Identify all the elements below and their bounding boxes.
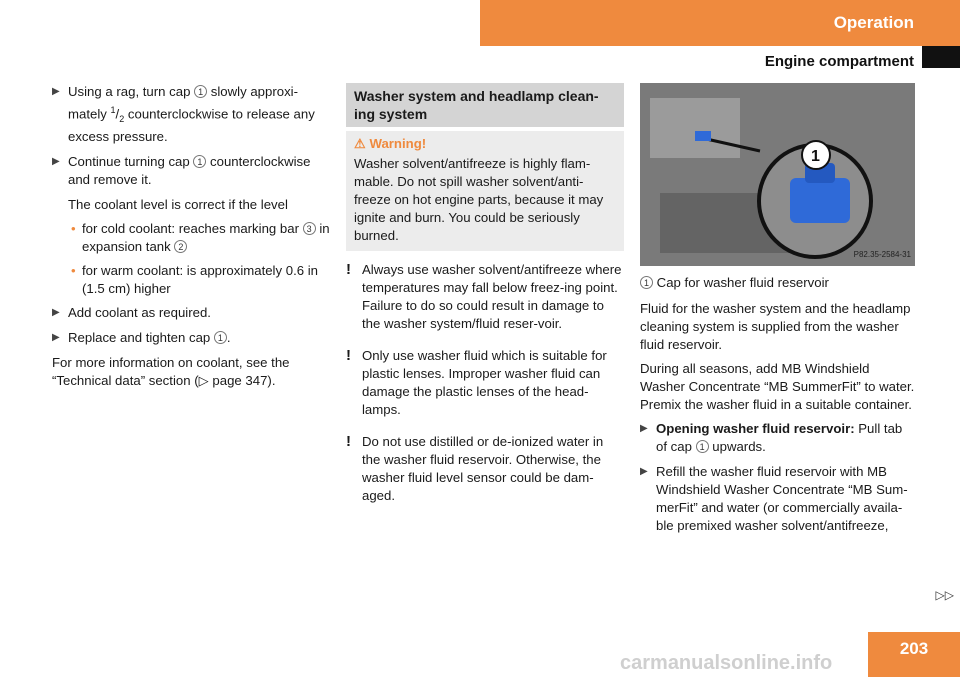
ref-number: 1 — [696, 440, 709, 453]
warning-triangle-icon: ⚠ — [354, 136, 366, 151]
warning-title: ⚠ Warning! — [354, 136, 427, 151]
note-distilled-water: ! Do not use distilled or de-ionized water in the washer fluid reservoir. Otherwise, the washer fluid level sensor could be dam-aged. — [346, 433, 604, 503]
exclamation-icon: ! — [346, 433, 351, 450]
step-refill: ▶ Refill the washer fluid reservoir with MB Windshield Washer Concentrate “MB Sum-merFit” and water (or commercially availa-ble premixed washer solvent/antifreeze, — [640, 464, 908, 533]
photo-code: P82.35-2584-31 — [853, 250, 911, 259]
ref-number: 1 — [214, 331, 227, 344]
subsection-title: Engine compartment — [764, 53, 914, 70]
ref-number: 1 — [193, 155, 206, 168]
step-open-reservoir: ▶ Opening washer fluid reservoir: Pull tab of cap 1 upwards. — [640, 421, 903, 454]
step-remove-cap: ▶ Continue turning cap 1 counterclockwise and remove it. — [52, 154, 311, 188]
column-coolant — [52, 83, 332, 396]
ref-number: 2 — [174, 240, 187, 253]
step-arrow-icon: ▶ — [52, 332, 60, 344]
more-info: For more information on coolant, see the “Technical data” section (▷ page 347). — [52, 355, 290, 389]
para-seasons: During all seasons, add MB Windshield Washer Concentrate “MB SummerFit” to water. Premix the washer fluid in a suitable container. — [640, 361, 915, 412]
step-arrow-icon: ▶ — [640, 423, 648, 434]
step-add-coolant: ▶ Add coolant as required. — [52, 305, 211, 321]
fraction-numerator: 1 — [110, 105, 116, 115]
watermark: carmanualsonline.info — [620, 652, 833, 674]
step-arrow-icon: ▶ — [640, 466, 648, 477]
exclamation-icon: ! — [346, 261, 351, 278]
box-title: Washer system and headlamp clean-ing system — [346, 83, 624, 127]
para-fluid-supply: Fluid for the washer system and the headlamp cleaning system is supplied from the washer fluid reservoir. — [640, 301, 911, 352]
warning-text: Washer solvent/antifreeze is highly flam-mable. Do not spill washer solvent/anti-freeze on hot engine parts, because it may ignite and burn. You could be seriously burned. — [354, 156, 604, 243]
photo-caption: 1 Cap for washer fluid reservoir — [640, 274, 916, 292]
continue-icon: ▷▷ — [935, 588, 954, 602]
engine-photo — [640, 83, 915, 266]
step-arrow-icon: ▶ — [52, 307, 60, 319]
step-replace-cap: ▶ Replace and tighten cap 1 . — [52, 330, 231, 346]
bullet-icon: • — [71, 263, 76, 279]
ref-number: 3 — [303, 222, 316, 235]
bullet-warm: • for warm coolant: is approximately 0.6 in (1.5 cm) higher — [71, 263, 319, 297]
column-washer-safety — [346, 83, 624, 519]
page-ref-icon: ▷ — [198, 373, 209, 389]
page-number: 203 — [868, 632, 960, 677]
fraction-denominator: 2 — [119, 114, 125, 125]
photo-callout-number: 1 — [811, 148, 820, 165]
note-antifreeze: ! Always use washer solvent/antifreeze where temperatures may fall below freez-ing point. Failure to do so could result in damage to the washer system/fluid reser-voir. — [346, 261, 622, 331]
section-title: Operation — [480, 0, 960, 46]
bullet-icon: • — [71, 221, 76, 237]
ref-number: 1 — [194, 85, 207, 98]
header-marker — [922, 46, 960, 68]
column-washer-reservoir — [640, 83, 916, 542]
level-intro: The coolant level is correct if the level — [68, 197, 288, 213]
exclamation-icon: ! — [346, 347, 351, 364]
bullet-cold: • for cold coolant: reaches marking bar 3 in expansion tank 2 — [71, 221, 330, 255]
note-plastic-lenses: ! Only use washer fluid which is suitable for plastic lenses. Improper washer fluid can damage the plastic lenses of the head-lamps. — [346, 347, 607, 417]
step-turn-cap: ▶ Using a rag, turn cap 1 slowly approxi- mately $^1/_2$ counterclockwise to release any excess pressure. — [52, 84, 315, 145]
ref-number: 1 — [640, 276, 653, 289]
step-arrow-icon: ▶ — [52, 86, 60, 97]
step-arrow-icon: ▶ — [52, 156, 60, 168]
warning-box — [346, 131, 624, 251]
engine-illustration — [640, 83, 915, 266]
